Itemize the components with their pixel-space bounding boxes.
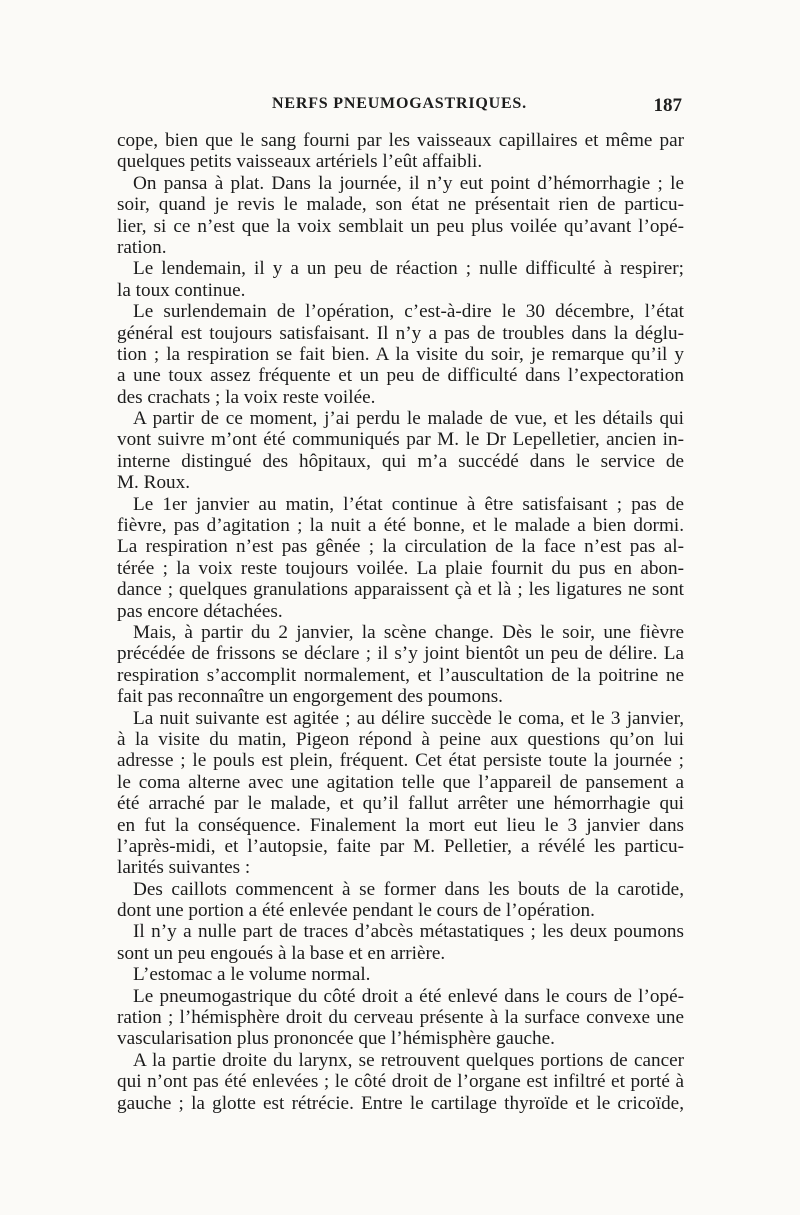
text-line: des crachats ; la voix reste voilée. (117, 386, 376, 408)
text-line: l’après-midi, et l’autopsie, faite par M. Pelletier, a révélé les particu- (117, 835, 684, 857)
text-line: vont suivre m’ont été communiqués par M. le Dr Lepelletier, ancien in- (117, 429, 684, 451)
text-line: Des caillots commencent à se former dans les bouts de la carotide, (133, 878, 684, 900)
text-line: dont une portion a été enlevée pendant le cours de l’opération. (117, 900, 595, 922)
text-line: qui n’ont pas été enlevées ; le côté droit de l’organe est infiltré et porté à (117, 1071, 684, 1093)
text-line: fait pas reconnaître un engorgement des poumons. (117, 686, 503, 708)
text-line: térée ; la voix reste toujours voilée. La plaie fournit du pus en abon- (117, 557, 684, 579)
text-line: Il n’y a nulle part de traces d’abcès métastatiques ; les deux poumons (133, 921, 684, 943)
text-line: ration. (117, 236, 167, 258)
text-line: Le surlendemain de l’opération, c’est-à-dire le 30 décembre, l’état (133, 301, 684, 323)
text-line: Le pneumogastrique du côté droit a été enlevé dans le cours de l’opé- (133, 985, 684, 1007)
text-line: précédée de frissons se déclare ; il s’y joint bientôt un peu de délire. La (117, 643, 684, 665)
text-line: gauche ; la glotte est rétrécie. Entre le cartilage thyroïde et le cricoïde, (117, 1092, 684, 1114)
text-line: lier, si ce n’est que la voix semblait un peu plus voilée qu’avant l’opé- (117, 215, 684, 237)
text-line: M. Roux. (117, 472, 191, 494)
text-line: adresse ; le pouls est plein, fréquent. Cet état persiste toute la journée ; (117, 750, 684, 772)
text-line: le coma alterne avec une agitation telle que l’appareil de pansement a (117, 771, 684, 793)
text-line: Le lendemain, il y a un peu de réaction ; nulle difficulté à respirer; (133, 258, 684, 280)
running-header (117, 95, 682, 125)
text-line: A partir de ce moment, j’ai perdu le malade de vue, et les détails qui (133, 408, 684, 430)
text-line: Le 1er janvier au matin, l’état continue à être satisfaisant ; pas de (133, 493, 684, 515)
page-number: 187 (653, 95, 682, 116)
text-line: a une toux assez fréquente et un peu de difficulté dans l’expectoration (117, 365, 684, 387)
text-line: A la partie droite du larynx, se retrouvent quelques portions de cancer (133, 1049, 684, 1071)
text-line: tion ; la respiration se fait bien. A la visite du soir, je remarque qu’il y (117, 343, 684, 365)
text-line: L’estomac a le volume normal. (133, 964, 371, 986)
text-line: larités suivantes : (117, 857, 251, 879)
text-line: interne distingué des hôpitaux, qui m’a succédé dans le service de (117, 450, 684, 472)
text-line: cope, bien que le sang fourni par les vaisseaux capillaires et même par (117, 130, 684, 151)
text-line: On pansa à plat. Dans la journée, il n’y eut point d’hémorrhagie ; le (133, 172, 684, 194)
text-line: dance ; quelques granulations apparaissent çà et là ; les ligatures ne sont (117, 579, 684, 601)
text-line: pas encore détachées. (117, 600, 283, 622)
text-line: vascularisation plus prononcée que l’hémisphère gauche. (117, 1028, 555, 1050)
text-line: à la visite du matin, Pigeon répond à peine aux questions qu’on lui (117, 728, 684, 750)
text-line: ration ; l’hémisphère droit du cerveau présente à la surface convexe une (117, 1007, 684, 1029)
text-line: soir, quand je revis le malade, son état ne présentait rien de particu- (117, 194, 684, 216)
text-line: la toux continue. (117, 279, 246, 301)
text-line: quelques petits vaisseaux artériels l’eût affaibli. (117, 151, 483, 173)
text-line: La respiration n’est pas gênée ; la circulation de la face n’est pas al- (117, 536, 684, 558)
text-line: général est toujours satisfaisant. Il n’y a pas de troubles dans la déglu- (117, 322, 684, 344)
text-line: sont un peu engoués à la base et en arrière. (117, 942, 446, 964)
text-line: été arraché par le malade, et qu’il fallut arrêter une hémorrhagie qui (117, 793, 684, 815)
running-title: NERFS PNEUMOGASTRIQUES. (272, 95, 527, 112)
text-line: en fut la conséquence. Finalement la mort eut lieu le 3 janvier dans (117, 814, 684, 836)
text-line: fièvre, pas d’agitation ; la nuit a été bonne, et le malade a bien dormi. (117, 515, 684, 537)
text-line: La nuit suivante est agitée ; au délire succède le coma, et le 3 janvier, (133, 707, 684, 729)
text-line: Mais, à partir du 2 janvier, la scène change. Dès le soir, une fièvre (133, 621, 684, 643)
body-text (117, 130, 684, 1114)
text-line: respiration s’accomplit normalement, et l’auscultation de la poitrine ne (117, 664, 684, 686)
